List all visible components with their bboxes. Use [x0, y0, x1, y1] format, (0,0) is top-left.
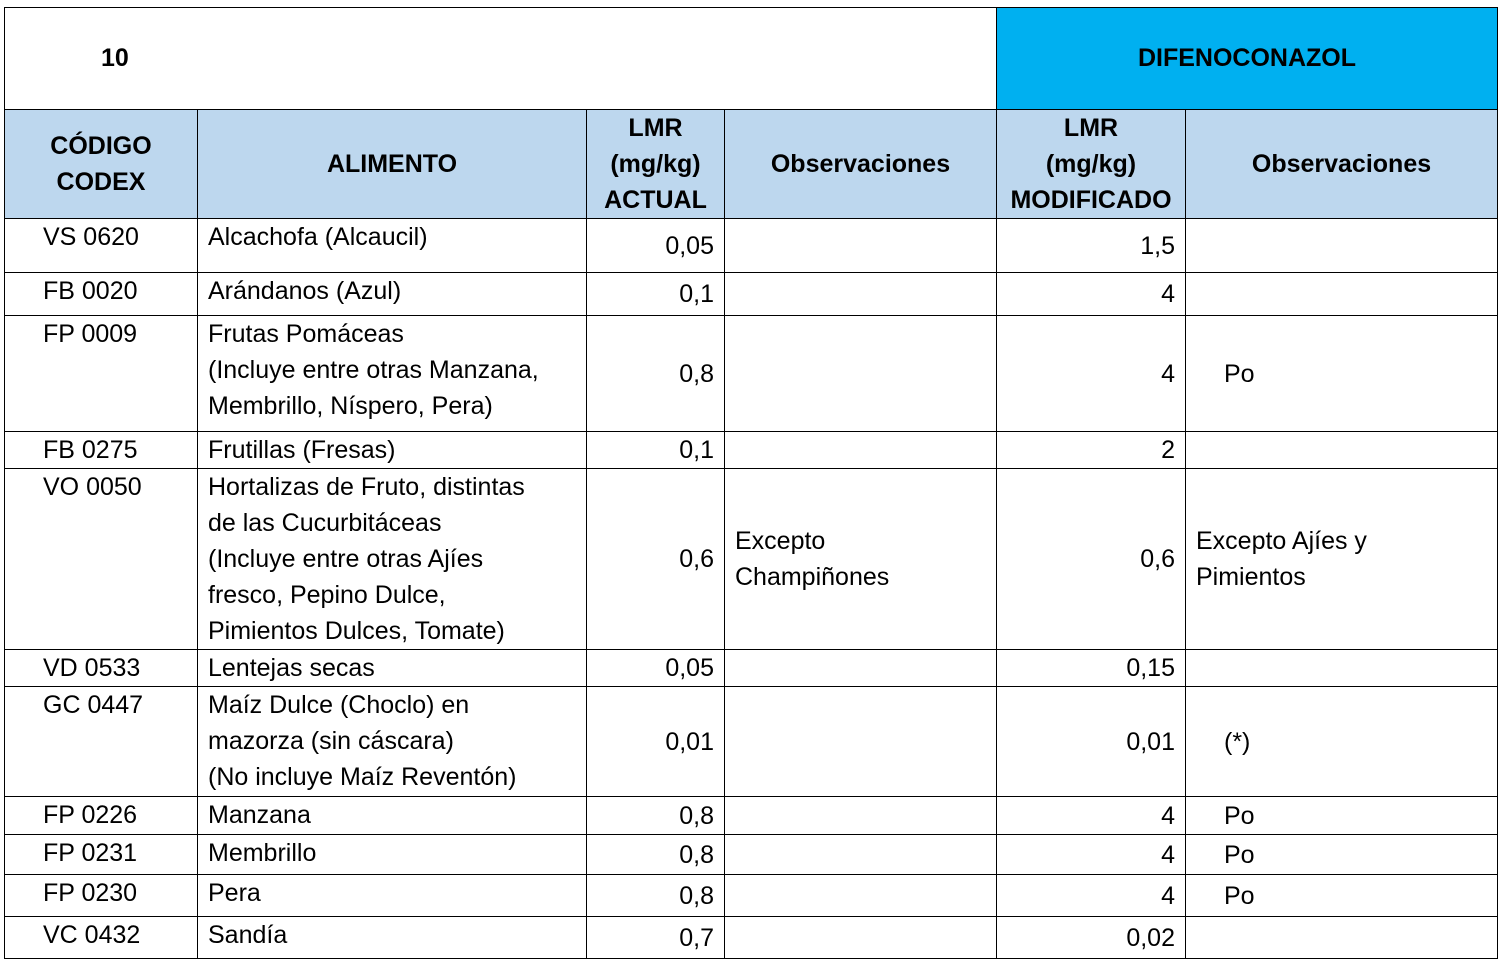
lmr-modificado-value: 1,5 — [997, 219, 1186, 273]
food-name — [198, 650, 587, 687]
food-name — [198, 469, 587, 650]
food-name — [198, 687, 587, 797]
obs-actual-line: Excepto — [735, 527, 826, 555]
header-lmr-modificado: LMR (mg/kg) MODIFICADO — [997, 110, 1186, 219]
lmr-actual-value: 0,8 — [587, 835, 725, 875]
food-name-line: Pimientos Dulces, Tomate) — [208, 617, 505, 645]
table-row — [5, 797, 1498, 835]
obs-modificado — [1186, 917, 1498, 959]
lmr-modificado-value: 4 — [997, 875, 1186, 917]
obs-modificado-line: Po — [1224, 359, 1255, 388]
lmr-actual-value: 0,7 — [587, 917, 725, 959]
table-row — [5, 219, 1498, 273]
table-row — [5, 875, 1498, 917]
lmr-modificado-value: 0,15 — [997, 650, 1186, 687]
header-obs-actual: Observaciones — [725, 110, 997, 219]
food-name-line: Sandía — [208, 921, 288, 949]
food-name-line: Arándanos (Azul) — [208, 277, 402, 305]
lmr-modificado-value: 0,01 — [997, 687, 1186, 797]
food-name-line: Manzana — [208, 801, 311, 829]
obs-modificado — [1186, 469, 1498, 650]
obs-modificado — [1186, 875, 1498, 917]
food-name-line: de las Cucurbitáceas — [208, 509, 442, 537]
title-row — [5, 8, 1498, 110]
obs-modificado — [1186, 797, 1498, 835]
lmr-actual-value: 0,8 — [587, 797, 725, 835]
obs-actual — [725, 917, 997, 959]
obs-modificado-line: Po — [1224, 881, 1255, 910]
food-name-line: Pera — [208, 879, 261, 907]
table-row — [5, 835, 1498, 875]
lmr-modificado-value: 4 — [997, 797, 1186, 835]
obs-actual — [725, 797, 997, 835]
obs-modificado-line: Pimientos — [1196, 563, 1306, 591]
codex-code: FP 0226 — [5, 797, 198, 835]
lmr-actual-value: 0,05 — [587, 219, 725, 273]
table-row — [5, 650, 1498, 687]
substance-name: DIFENOCONAZOL — [997, 8, 1498, 110]
obs-modificado-line: Po — [1224, 801, 1255, 830]
codex-code: VS 0620 — [5, 219, 198, 273]
obs-actual — [725, 650, 997, 687]
table-row — [5, 469, 1498, 650]
food-name-line: mazorza (sin cáscara) — [208, 727, 454, 755]
lmr-actual-value: 0,05 — [587, 650, 725, 687]
table-number: 10 — [5, 8, 997, 110]
lmr-actual-value: 0,1 — [587, 432, 725, 469]
lmr-actual-value: 0,8 — [587, 875, 725, 917]
lmr-modificado-value: 2 — [997, 432, 1186, 469]
lmr-actual-value: 0,8 — [587, 316, 725, 432]
table-row — [5, 316, 1498, 432]
lmr-modificado-value: 0,6 — [997, 469, 1186, 650]
codex-code: FP 0231 — [5, 835, 198, 875]
lmr-actual-value: 0,01 — [587, 687, 725, 797]
obs-actual — [725, 469, 997, 650]
food-name — [198, 432, 587, 469]
table-row — [5, 432, 1498, 469]
codex-code: VC 0432 — [5, 917, 198, 959]
obs-actual — [725, 273, 997, 316]
obs-modificado — [1186, 219, 1498, 273]
lmr-modificado-value: 4 — [997, 316, 1186, 432]
table-row — [5, 687, 1498, 797]
food-name — [198, 917, 587, 959]
obs-modificado — [1186, 835, 1498, 875]
header-obs-modificado: Observaciones — [1186, 110, 1498, 219]
food-name-line: (Incluye entre otras Ajíes — [208, 545, 484, 573]
food-name-line: (No incluye Maíz Reventón) — [208, 763, 517, 791]
obs-actual — [725, 316, 997, 432]
header-codigo: CÓDIGO CODEX — [5, 110, 198, 219]
food-name-line: Membrillo — [208, 839, 317, 867]
codex-code: VD 0533 — [5, 650, 198, 687]
food-name — [198, 875, 587, 917]
food-name-line: Maíz Dulce (Choclo) en — [208, 691, 470, 719]
food-name-line: Membrillo, Níspero, Pera) — [208, 392, 493, 420]
food-name-line: Alcachofa (Alcaucil) — [208, 223, 428, 251]
codex-code: FB 0020 — [5, 273, 198, 316]
obs-actual-line: Champiñones — [735, 563, 890, 591]
lmr-modificado-value: 0,02 — [997, 917, 1186, 959]
lmr-actual-value: 0,6 — [587, 469, 725, 650]
codex-code: FB 0275 — [5, 432, 198, 469]
food-name-line: Hortalizas de Fruto, distintas — [208, 473, 525, 501]
obs-actual — [725, 875, 997, 917]
obs-modificado-line: Po — [1224, 840, 1255, 869]
obs-actual — [725, 219, 997, 273]
food-name-line: (Incluye entre otras Manzana, — [208, 356, 539, 384]
food-name-line: Frutas Pomáceas — [208, 320, 404, 348]
food-name-line: fresco, Pepino Dulce, — [208, 581, 446, 609]
header-row — [5, 110, 1498, 219]
codex-code: FP 0230 — [5, 875, 198, 917]
mrl-table — [4, 7, 1498, 959]
obs-actual — [725, 835, 997, 875]
obs-modificado — [1186, 650, 1498, 687]
food-name — [198, 273, 587, 316]
food-name — [198, 316, 587, 432]
obs-actual — [725, 687, 997, 797]
codex-code: GC 0447 — [5, 687, 198, 797]
lmr-modificado-value: 4 — [997, 835, 1186, 875]
food-name — [198, 835, 587, 875]
obs-modificado — [1186, 273, 1498, 316]
lmr-actual-value: 0,1 — [587, 273, 725, 316]
obs-modificado-line: Excepto Ajíes y — [1196, 527, 1367, 555]
food-name — [198, 219, 587, 273]
obs-modificado — [1186, 316, 1498, 432]
header-lmr-actual: LMR (mg/kg) ACTUAL — [587, 110, 725, 219]
food-name — [198, 797, 587, 835]
obs-modificado — [1186, 687, 1498, 797]
obs-modificado — [1186, 432, 1498, 469]
food-name-line: Lentejas secas — [208, 654, 375, 682]
food-name-line: Frutillas (Fresas) — [208, 436, 396, 464]
table-row — [5, 273, 1498, 316]
header-alimento: ALIMENTO — [198, 110, 587, 219]
obs-modificado-line: (*) — [1224, 727, 1251, 756]
lmr-modificado-value: 4 — [997, 273, 1186, 316]
codex-code: VO 0050 — [5, 469, 198, 650]
table-row — [5, 917, 1498, 959]
obs-actual — [725, 432, 997, 469]
codex-code: FP 0009 — [5, 316, 198, 432]
